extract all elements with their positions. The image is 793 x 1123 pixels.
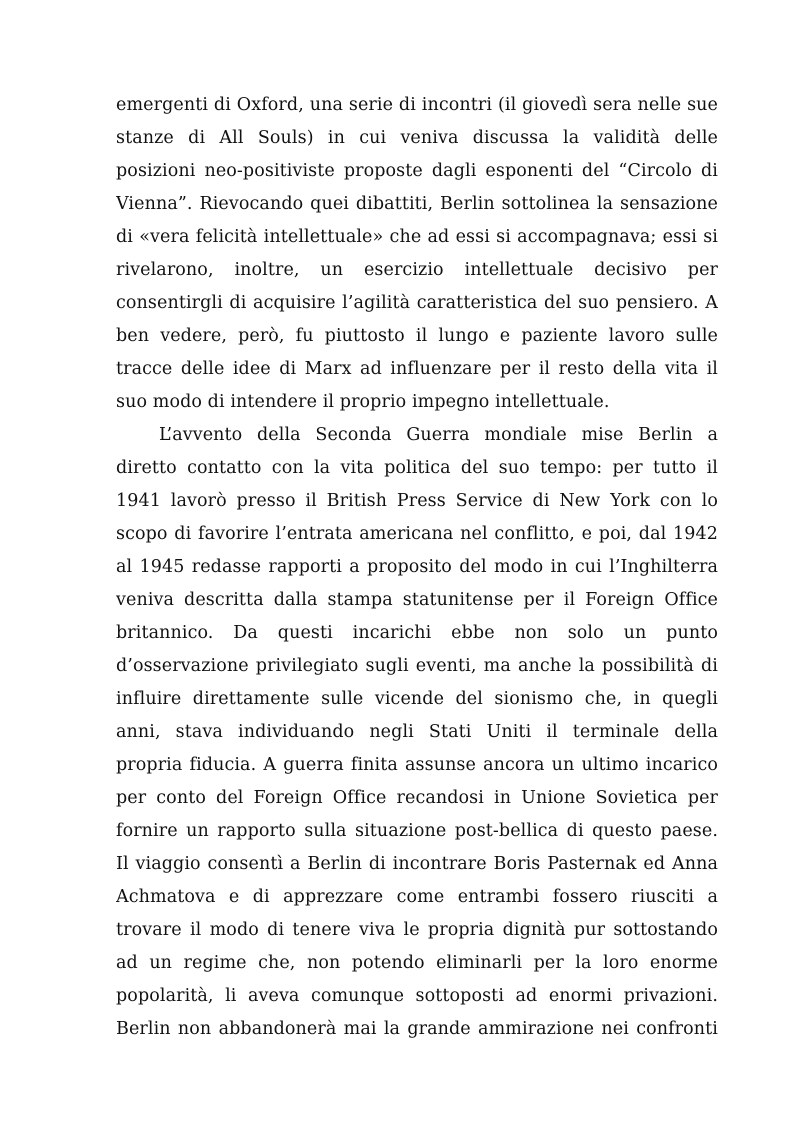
text-line: propria fiducia. A guerra finita assunse ancora un ultimo incarico [116, 755, 718, 775]
text-line: anni, stava individuando negli Stati Uniti il terminale della [116, 722, 718, 742]
text-line: al 1945 redasse rapporti a proposito del modo in cui l’Inghilterra [116, 557, 718, 577]
text-line: veniva descritta dalla stampa statunitense per il Foreign Office [116, 590, 718, 610]
text-line: di «vera felicità intellettuale» che ad essi si accompagnava; essi si [116, 227, 718, 247]
text-line: stanze di All Souls) in cui veniva discussa la validità delle [116, 128, 718, 148]
text-line: influire direttamente sulle vicende del sionismo che, in quegli [116, 689, 718, 709]
text-line: ad un regime che, non potendo eliminarli per la loro enorme [116, 953, 718, 973]
text-line: 1941 lavorò presso il British Press Service di New York con lo [116, 491, 718, 511]
paragraph-start-line: L’avvento della Seconda Guerra mondiale mise Berlin a [159, 425, 718, 445]
text-line: rivelarono, inoltre, un esercizio intellettuale decisivo per [116, 260, 718, 280]
text-line: Berlin non abbandonerà mai la grande ammirazione nei confronti [116, 1019, 718, 1039]
body-text [116, 89, 718, 1046]
text-line: ben vedere, però, fu piuttosto il lungo e paziente lavoro sulle [116, 326, 718, 346]
text-line: scopo di favorire l’entrata americana nel conflitto, e poi, dal 1942 [116, 524, 718, 544]
text-line: diretto contatto con la vita politica del suo tempo: per tutto il [116, 458, 718, 478]
text-line: Achmatova e di apprezzare come entrambi fossero riusciti a [116, 887, 718, 907]
text-line: tracce delle idee di Marx ad influenzare per il resto della vita il [116, 359, 718, 379]
text-line: britannico. Da questi incarichi ebbe non solo un punto [116, 623, 718, 643]
text-line: trovare il modo di tenere viva le propria dignità pur sottostando [116, 920, 718, 940]
text-line: Vienna”. Rievocando quei dibattiti, Berlin sottolinea la sensazione [116, 194, 718, 214]
text-line: emergenti di Oxford, una serie di incontri (il giovedì sera nelle sue [116, 95, 718, 115]
text-line: posizioni neo-positiviste proposte dagli esponenti del “Circolo di [116, 161, 718, 181]
text-line: fornire un rapporto sulla situazione post-bellica di questo paese. [116, 821, 718, 841]
paragraph-end-line: suo modo di intendere il proprio impegno intellettuale. [116, 392, 610, 412]
text-line: consentirgli di acquisire l’agilità caratteristica del suo pensiero. A [116, 293, 718, 313]
text-line: Il viaggio consentì a Berlin di incontrare Boris Pasternak ed Anna [116, 854, 718, 874]
text-line: d’osservazione privilegiato sugli eventi, ma anche la possibilità di [116, 656, 718, 676]
text-line: popolarità, li aveva comunque sottoposti ad enormi privazioni. [116, 986, 718, 1006]
text-line: per conto del Foreign Office recandosi in Unione Sovietica per [116, 788, 718, 808]
